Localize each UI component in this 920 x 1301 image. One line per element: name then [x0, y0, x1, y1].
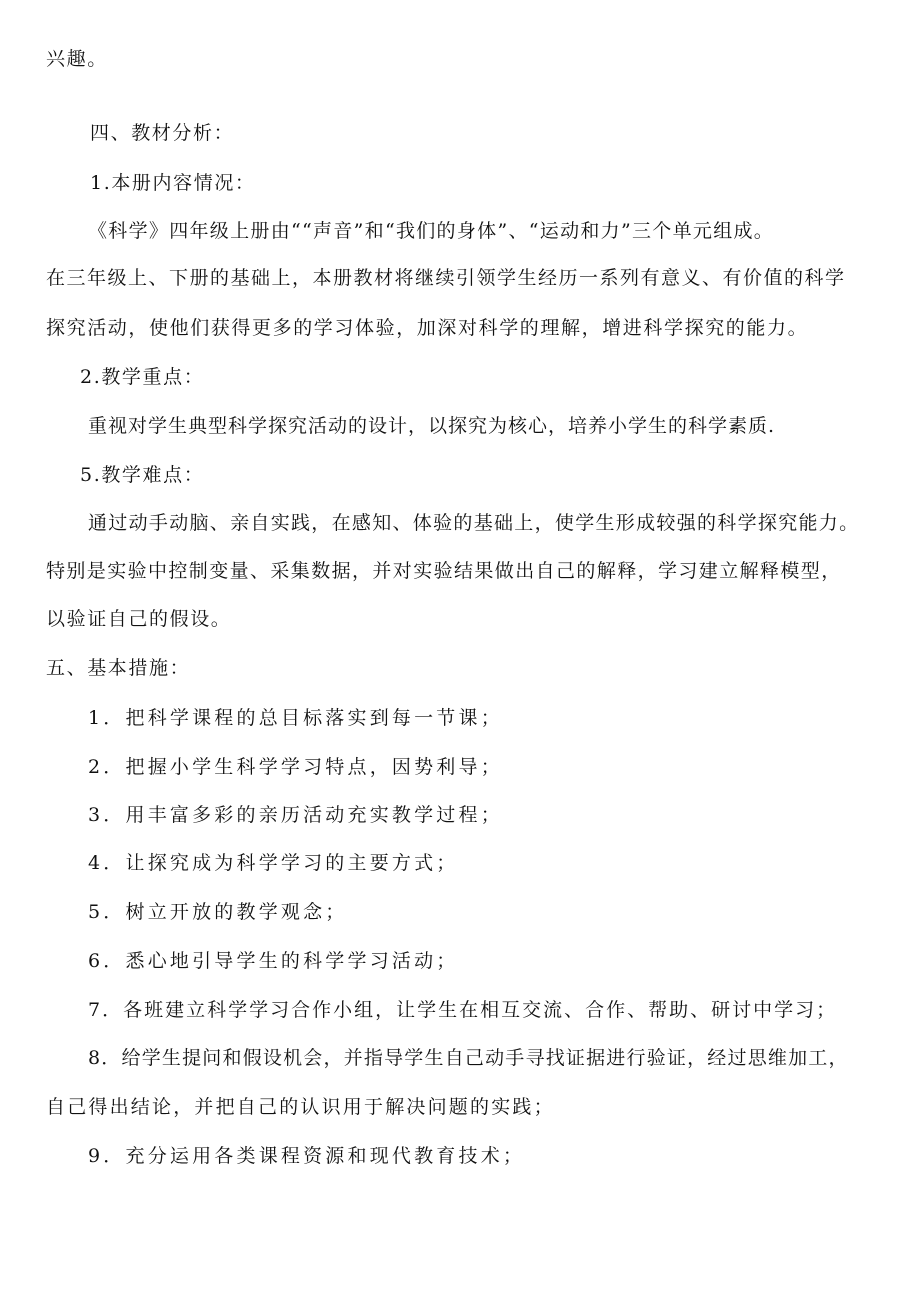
measure-item-continuation: 自己得出结论，并把自己的认识用于解决问题的实践；: [46, 1096, 555, 1118]
measure-item: 3．用丰富多彩的亲历活动充实教学过程；: [88, 804, 503, 826]
measure-item: 8．给学生提问和假设机会，并指导学生自己动手寻找证据进行验证，经过思维加工，: [88, 1047, 849, 1069]
sub1-heading: 1.本册内容情况：: [90, 172, 256, 194]
sub1-paragraph-line: 在三年级上、下册的基础上，本册教材将继续引领学生经历一系列有意义、有价值的科学: [46, 267, 846, 289]
measure-item: 2．把握小学生科学学习特点，因势利导；: [88, 756, 503, 778]
sub1-paragraph-line: 探究活动，使他们获得更多的学习体验，加深对科学的理解，增进科学探究的能力。: [46, 317, 809, 339]
sub2-heading: 2.教学重点：: [80, 366, 205, 388]
measure-item: 6．悉心地引导学生的科学学习活动；: [88, 950, 459, 972]
sub1-paragraph-line: 《科学》四年级上册由““声音”和“我们的身体”、“运动和力”三个单元组成。: [88, 220, 775, 242]
measure-item: 5．树立开放的教学观念；: [88, 901, 348, 923]
sub5-paragraph-line: 通过动手动脑、亲自实践，在感知、体验的基础上，使学生形成较强的科学探究能力。: [88, 512, 860, 534]
measure-item: 4．让探究成为科学学习的主要方式；: [88, 852, 459, 874]
section-4-heading: 四、教材分析：: [90, 122, 235, 144]
sub2-paragraph: 重视对学生典型科学探究活动的设计，以探究为核心，培养小学生的科学素质.: [88, 415, 776, 437]
intro-tail: 兴趣。: [46, 48, 108, 70]
measure-item: 7．各班建立科学学习合作小组，让学生在相互交流、合作、帮助、研讨中学习；: [88, 999, 838, 1021]
sub5-heading: 5.教学难点：: [80, 464, 205, 486]
measure-item: 9．充分运用各类课程资源和现代教育技术；: [88, 1145, 526, 1167]
sub5-paragraph-line: 以验证自己的假设。: [46, 608, 232, 630]
sub5-paragraph-line: 特别是实验中控制变量、采集数据，并对实验结果做出自己的解释，学习建立解释模型，: [46, 560, 842, 582]
section-5-heading: 五、基本措施：: [46, 657, 191, 679]
measure-item: 1．把科学课程的总目标落实到每一节课；: [88, 707, 503, 729]
